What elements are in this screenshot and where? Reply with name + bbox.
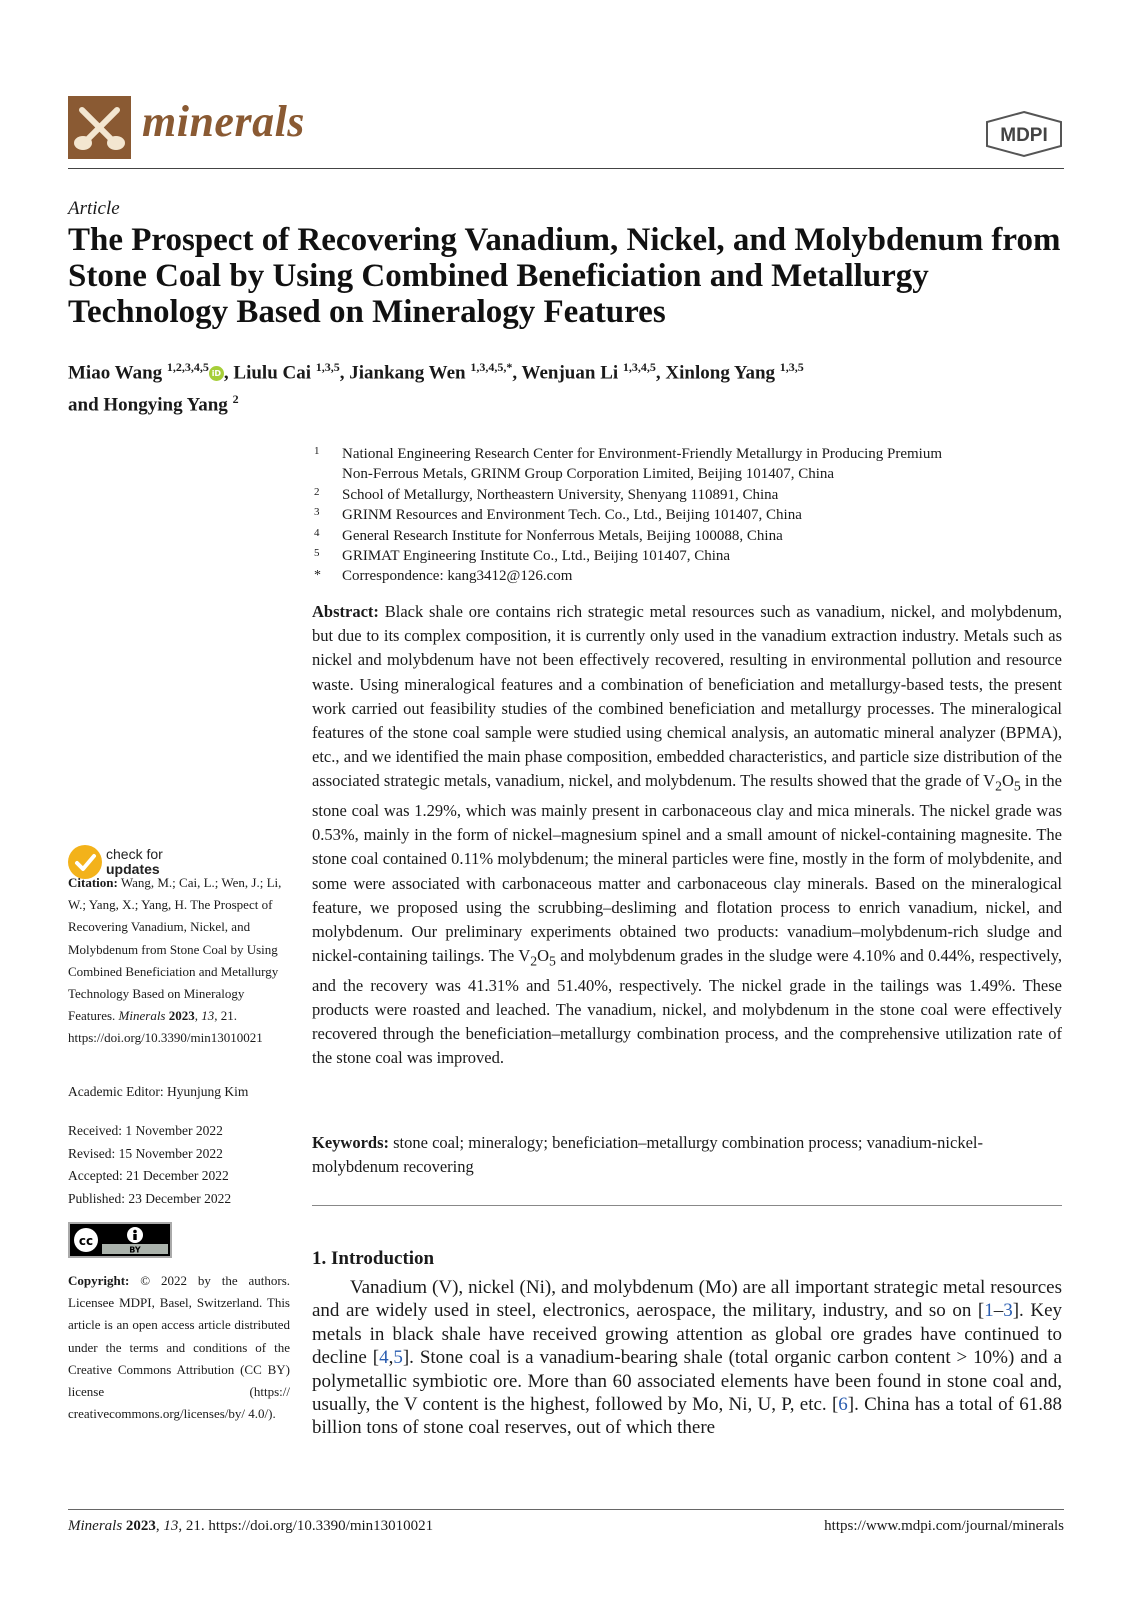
citation-doi[interactable]: , 21. https://doi.org/10.3390/min13010021 [68, 1008, 263, 1046]
journal-logo [68, 96, 131, 159]
crossed-shovels-icon [68, 96, 131, 159]
affiliation-number: 5 [314, 547, 320, 560]
author-name[interactable]: Hongying Yang [103, 394, 228, 416]
author-affil: 2 [232, 392, 239, 407]
author-affil: 1,3,4,5 [622, 360, 656, 374]
article-type: Article [68, 198, 120, 219]
affiliation-number: 2 [314, 485, 320, 498]
author-affil: 1,3,4,5,* [470, 360, 513, 374]
reference-link[interactable]: 1 [984, 1300, 994, 1322]
copyright-text: © 2022 by the authors. Licensee MDPI, Basel, Switzerland. This article is an open access article distributed under the terms and conditions of the Creative Commons Attribution (CC BY) license (https:// creativecommons.org/licenses/by/ 4.0/). [68, 1273, 291, 1422]
reference-link[interactable]: 5 [393, 1347, 403, 1369]
affiliation-item [314, 566, 1064, 586]
footer-year: 2023 [125, 1518, 156, 1534]
abstract-text: and molybdenum grades in the sludge were 4.10% and 0.44%, respectively, and the recovery was 41.31% and 51.40%, respectively. The nickel grade in the tailings was 1.49%. These products were roasted and leached. The vanadium, nickel, and molybdenum in the stone coal were effectively recovered through the beneficiation–metallurgy combination process, and the comprehensive utilization rate of the stone coal was improved. [312, 946, 1063, 1068]
affiliation-text: GRINM Resources and Environment Tech. Co., Ltd., Beijing 101407, China [342, 507, 802, 524]
section-divider [312, 1205, 1062, 1206]
header-divider [68, 168, 1064, 169]
section-heading: 1. Introduction [312, 1248, 435, 1269]
author-name[interactable]: Xinlong Yang [665, 362, 776, 384]
affiliation-number: 3 [314, 506, 320, 519]
footer-journal-url[interactable]: https://www.mdpi.com/journal/minerals [824, 1518, 1064, 1534]
intro-text: ]. Key metals in black shale have received growing attention as global ore grades have continued to decline [ [312, 1300, 1062, 1369]
footer-volume: 13 [163, 1518, 179, 1534]
introduction-paragraph: Vanadium (V), nickel (Ni), and molybdenum (Mo) are all important strategic metal resources and are widely used in steel, electronics, aerospace, the military, industry, and so on [1–3]. Key metals in black shale have received growing attention as global ore grades have continued to decline [4,5]. Stone coal is a vanadium-bearing shale (total organic carbon content > 10%) and a polymetallic symbiotic ore. More than 60 associated elements have been found in stone coal and, usually, the V content is the highest, followed by Mo, Ni, U, P, etc. [6]. China has a total of 61.88 billion tons of stone coal reserves, out of which there [312, 1277, 1062, 1439]
updates-line2: updates [106, 861, 160, 877]
affiliation-item [314, 485, 1064, 505]
author-name[interactable]: Jiankang Wen [349, 362, 466, 384]
abstract-text: in the stone coal was 1.29%, which was mainly present in carbonaceous clay and mica minerals. The nickel grade was 0.53%, mainly in the form of nickel–magnesium spinel and a small amount of nickel-containing magnesite. The stone coal contained 0.11% molybdenum; the mineral particles were fine, mostly in the form of molybdenite, and some were associated with carbonaceous matter and carbonaceous clay minerals. Based on the mineralogical feature, we proposed using the scrubbing–desliming and flotation process to enrich vanadium, nickel, and molybdenum. Our preliminary experiments obtained two products: vanadium–molybdenum-rich sludge and nickel-containing tailings. The V [312, 771, 1062, 966]
abstract: Abstract: Black shale ore contains rich strategic metal resources such as vanadium, nickel, and molybdenum, but due to its complex composition, it is currently only used in the vanadium extraction industry. Metals such as nickel and molybdenum have not been effectively recovered, resulting in environmental pollution and resource waste. Using mineralogical features and a combination of beneficiation and metallurgy-based tests, the present work carried out feasibility studies of the combined beneficiation and metallurgy processes. The mineralogical features of the stone coal sample were studied using chemical analysis, an automatic mineral analyzer (BPMA), etc., and we identified the main phase composition, embedded characteristics, and particle size distribution of the associated strategic metals, vanadium, nickel, and molybdenum. The results showed that the grade of $V_2O_5$ in the stone coal was 1.29%, which was mainly present in carbonaceous clay and mica minerals. The nickel grade was 0.53%, mainly in the form of nickel–magnesium spinel and a small amount of nickel-containing magnesite. The stone coal contained 0.11% molybdenum; the mineral particles were fine, mostly in the form of molybdenite, and some were associated with carbonaceous matter and carbonaceous clay minerals. Based on the mineralogical feature, we proposed using the scrubbing–desliming and flotation process to enrich vanadium, nickel, and molybdenum. Our preliminary experiments obtained two products: vanadium–molybdenum-rich sludge and nickel-containing tailings. The $V_2O_5$ and molybdenum grades in the sludge were 4.10% and 0.44%, respectively, and the recovery was 41.31% and 51.40%, respectively. The nickel grade in the tailings was 1.49%. These products were roasted and leached. The vanadium, nickel, and molybdenum in the stone coal were effectively recovered through the beneficiation–metallurgy combination process, and the comprehensive utilization rate of the stone coal was improved. [312, 602, 1063, 1068]
keywords-label: Keywords: [312, 1133, 389, 1152]
orcid-icon[interactable]: iD [209, 366, 224, 381]
affiliation-text: Non-Ferrous Metals, GRINM Group Corporation Limited, Beijing 101407, China [342, 466, 835, 483]
intro-text: Vanadium (V), nickel (Ni), and molybdenum (Mo) are all important strategic metal resources and are widely used in steel, electronics, aerospace, the military, industry, and so on [ [312, 1277, 1062, 1322]
date-revised: Revised: 15 November 2022 [68, 1145, 223, 1161]
author-list: Miao Wang $^{1,2,3,4,5}$ iD , Liulu Cai $^{1,3,5}$, Jiankang Wen $^{1,3,4,5,*}$, Wenjuan Li $^{1,3,4,5}$, Xinlong Yang $^{1,3,5}$ and Hongying Yang $^2$ [68, 360, 804, 416]
copyright-block [68, 1270, 290, 1425]
author-affil: 1,2,3,4,5 [166, 360, 209, 374]
reference-link[interactable]: 6 [838, 1394, 848, 1416]
author-name[interactable]: Liulu Cai [233, 362, 312, 384]
date-published: Published: 23 December 2022 [68, 1190, 232, 1206]
footer-doi[interactable]: , 21. https://doi.org/10.3390/min13010021 [178, 1518, 434, 1534]
mdpi-logo [983, 110, 1065, 163]
affiliation-number: * [314, 568, 321, 584]
intro-text: ]. Stone coal is a vanadium-bearing shale (total organic carbon content > 10%) and a polymetallic symbiotic ore. More than 60 associated elements have been found in stone coal and, usually, the V content is the highest, followed by Mo, Ni, U, P, etc. [ [312, 1347, 1062, 1416]
cc-label: BY [129, 1245, 141, 1255]
citation-year: 2023 [168, 1008, 195, 1024]
copyright-label: Copyright: [68, 1273, 130, 1288]
affiliation-item [314, 546, 1064, 566]
abstract-text: Black shale ore contains rich strategic metal resources such as vanadium, nickel, and molybdenum, but due to its complex composition, it is currently only used in the vanadium extraction industry. Metals such as nickel and molybdenum have not been effectively recovered, resulting in environmental pollution and resource waste. Using mineralogical features and a combination of beneficiation and metallurgy-based tests, the present work carried out feasibility studies of the combined beneficiation and metallurgy processes. The mineralogical features of the stone coal sample were studied using chemical analysis, an automatic mineral analyzer (BPMA), etc., and we identified the main phase composition, embedded characteristics, and particle size distribution of the associated strategic metals, vanadium, nickel, and molybdenum. The results showed that the grade of V [312, 602, 1062, 791]
author-affil: 1,3,5 [779, 360, 804, 374]
publication-dates [68, 1120, 231, 1210]
affiliation-number: 1 [314, 445, 320, 457]
intro-text: ]. China has a total of 61.88 billion tons of stone coal reserves, out of which there [312, 1394, 1062, 1439]
footer-citation: Minerals 2023, 13, 21. https://doi.org/10.3390/min13010021 [68, 1518, 434, 1534]
reference-link[interactable]: 3 [1003, 1300, 1013, 1322]
author-name[interactable]: Miao Wang [68, 362, 163, 384]
citation-label: Citation: [68, 875, 118, 890]
svg-text:cc: cc [78, 1234, 94, 1248]
affiliation-text: National Engineering Research Center for Environment-Friendly Metallurgy in Producing Premium [342, 446, 942, 462]
mdpi-text: MDPI [1000, 125, 1048, 146]
affiliation-text: School of Metallurgy, Northeastern University, Shenyang 110891, China [342, 486, 779, 503]
affiliation-number: 4 [314, 526, 320, 539]
keywords [312, 1131, 1062, 1179]
citation-journal: Minerals [118, 1008, 166, 1024]
journal-name: minerals [142, 97, 305, 146]
citation-block: Citation: Wang, M.; Cai, L.; Wen, J.; Li, W.; Yang, X.; Yang, H. The Prospect of Recovering Vanadium, Nickel, and Molybdenum from Stone Coal by Using Combined Beneficiation and Metallurgy Technology Based on Mineralogy Features. Minerals 2023, 13, 21. https://doi.org/10.3390/min13010021 [68, 875, 282, 1046]
footer-journal: Minerals [68, 1518, 123, 1534]
reference-link[interactable]: 4 [379, 1347, 389, 1369]
article-title: The Prospect of Recovering Vanadium, Nickel, and Molybdenum from Stone Coal by Using Combined Beneficiation and Metallurgy Technology Based on Mineralogy Features [68, 222, 1061, 330]
abstract-label: Abstract: [312, 602, 379, 621]
updates-line1: check for [106, 846, 163, 862]
affiliation-item [314, 526, 1064, 546]
cc-by-license-badge[interactable] [68, 1222, 172, 1258]
footer-divider [68, 1509, 1064, 1510]
author-affil: 1,3,5 [315, 360, 340, 374]
correspondence-text[interactable]: Correspondence: kang3412@126.com [342, 568, 573, 585]
author-name[interactable]: Wenjuan Li [521, 362, 619, 384]
affiliation-item [314, 444, 1064, 485]
citation-text: Wang, M.; Cai, L.; Wen, J.; Li, W.; Yang, X.; Yang, H. The Prospect of Recovering Vanadium, Nickel, and Molybdenum from Stone Coal by Using Combined Beneficiation and Metallurgy Technology Based on Mineralogy Features. [68, 875, 282, 1024]
affiliations [314, 444, 1064, 587]
academic-editor: Academic Editor: Hyunjung Kim [68, 1084, 249, 1099]
keywords-text: stone coal; mineralogy; beneficiation–metallurgy combination process; vanadium-nickel-molybdenum recovering [312, 1133, 983, 1177]
date-received: Received: 1 November 2022 [68, 1123, 223, 1138]
date-accepted: Accepted: 21 December 2022 [68, 1168, 229, 1183]
affiliation-item [314, 505, 1064, 525]
affiliation-text: GRIMAT Engineering Institute Co., Ltd., Beijing 101407, China [342, 548, 731, 565]
citation-volume: 13 [201, 1008, 215, 1024]
affiliation-text: General Research Institute for Nonferrous Metals, Beijing 100088, China [342, 527, 783, 544]
